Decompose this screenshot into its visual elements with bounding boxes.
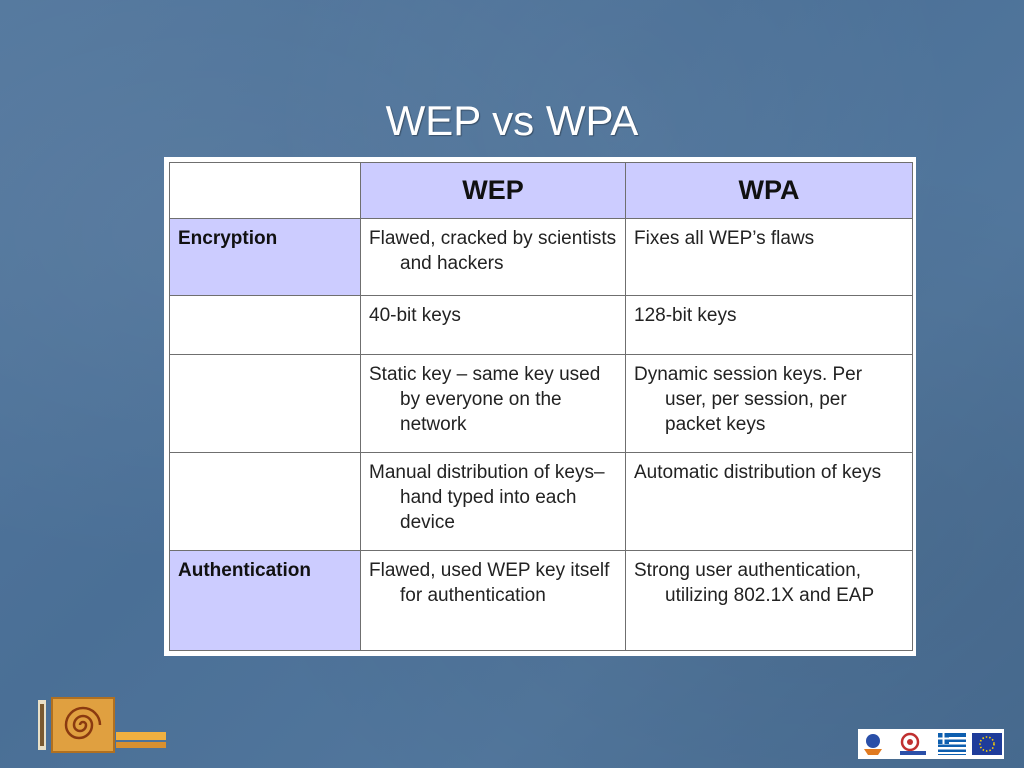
wpa-cell xyxy=(626,355,913,453)
wep-cell xyxy=(361,296,626,355)
table-row xyxy=(170,296,913,355)
greek-flag-icon xyxy=(938,733,966,755)
wpa-cell-text: 128-bit keys xyxy=(634,305,737,326)
wpa-cell-text: Strong user authentication, utilizing 802.1X and EAP xyxy=(634,560,875,606)
wep-cell-text: Manual distribution of keys– hand typed into each device xyxy=(369,462,605,533)
table-row xyxy=(170,219,913,296)
wep-cell xyxy=(361,453,626,551)
wep-cell xyxy=(361,219,626,296)
row-label-empty xyxy=(170,355,361,453)
row-label-encryption: Encryption xyxy=(170,219,361,296)
wpa-cell-text: Dynamic session keys. Per user, per session, per packet keys xyxy=(634,364,863,435)
header-blank-cell xyxy=(170,163,361,219)
wpa-cell-text: Automatic distribution of keys xyxy=(634,462,882,483)
spiral-logo-icon xyxy=(38,696,170,754)
wep-cell-text: 40-bit keys xyxy=(369,305,461,326)
wpa-cell xyxy=(626,296,913,355)
table-row xyxy=(170,453,913,551)
row-label-empty xyxy=(170,296,361,355)
wep-cell xyxy=(361,355,626,453)
comparison-table xyxy=(169,162,913,651)
wep-cell-text: Flawed, used WEP key itself for authentication xyxy=(369,560,610,606)
wpa-cell xyxy=(626,219,913,296)
row-label-empty xyxy=(170,453,361,551)
wpa-cell xyxy=(626,453,913,551)
header-wpa: WPA xyxy=(626,163,913,219)
eu-flag-icon xyxy=(972,733,1002,755)
table-header-row xyxy=(170,163,913,219)
partner-logos-icon xyxy=(858,729,1004,759)
table-row xyxy=(170,355,913,453)
wep-cell xyxy=(361,551,626,651)
comparison-table-container xyxy=(164,157,916,656)
slide-title: WEP vs WPA xyxy=(385,97,639,144)
wep-cell-text: Static key – same key used by everyone on the network xyxy=(369,364,601,435)
header-wep: WEP xyxy=(361,163,626,219)
row-label-authentication: Authentication xyxy=(170,551,361,651)
table-row xyxy=(170,551,913,651)
wpa-cell xyxy=(626,551,913,651)
wep-cell-text: Flawed, cracked by scientists and hackers xyxy=(369,228,617,274)
wpa-cell-text: Fixes all WEP’s flaws xyxy=(634,228,815,249)
